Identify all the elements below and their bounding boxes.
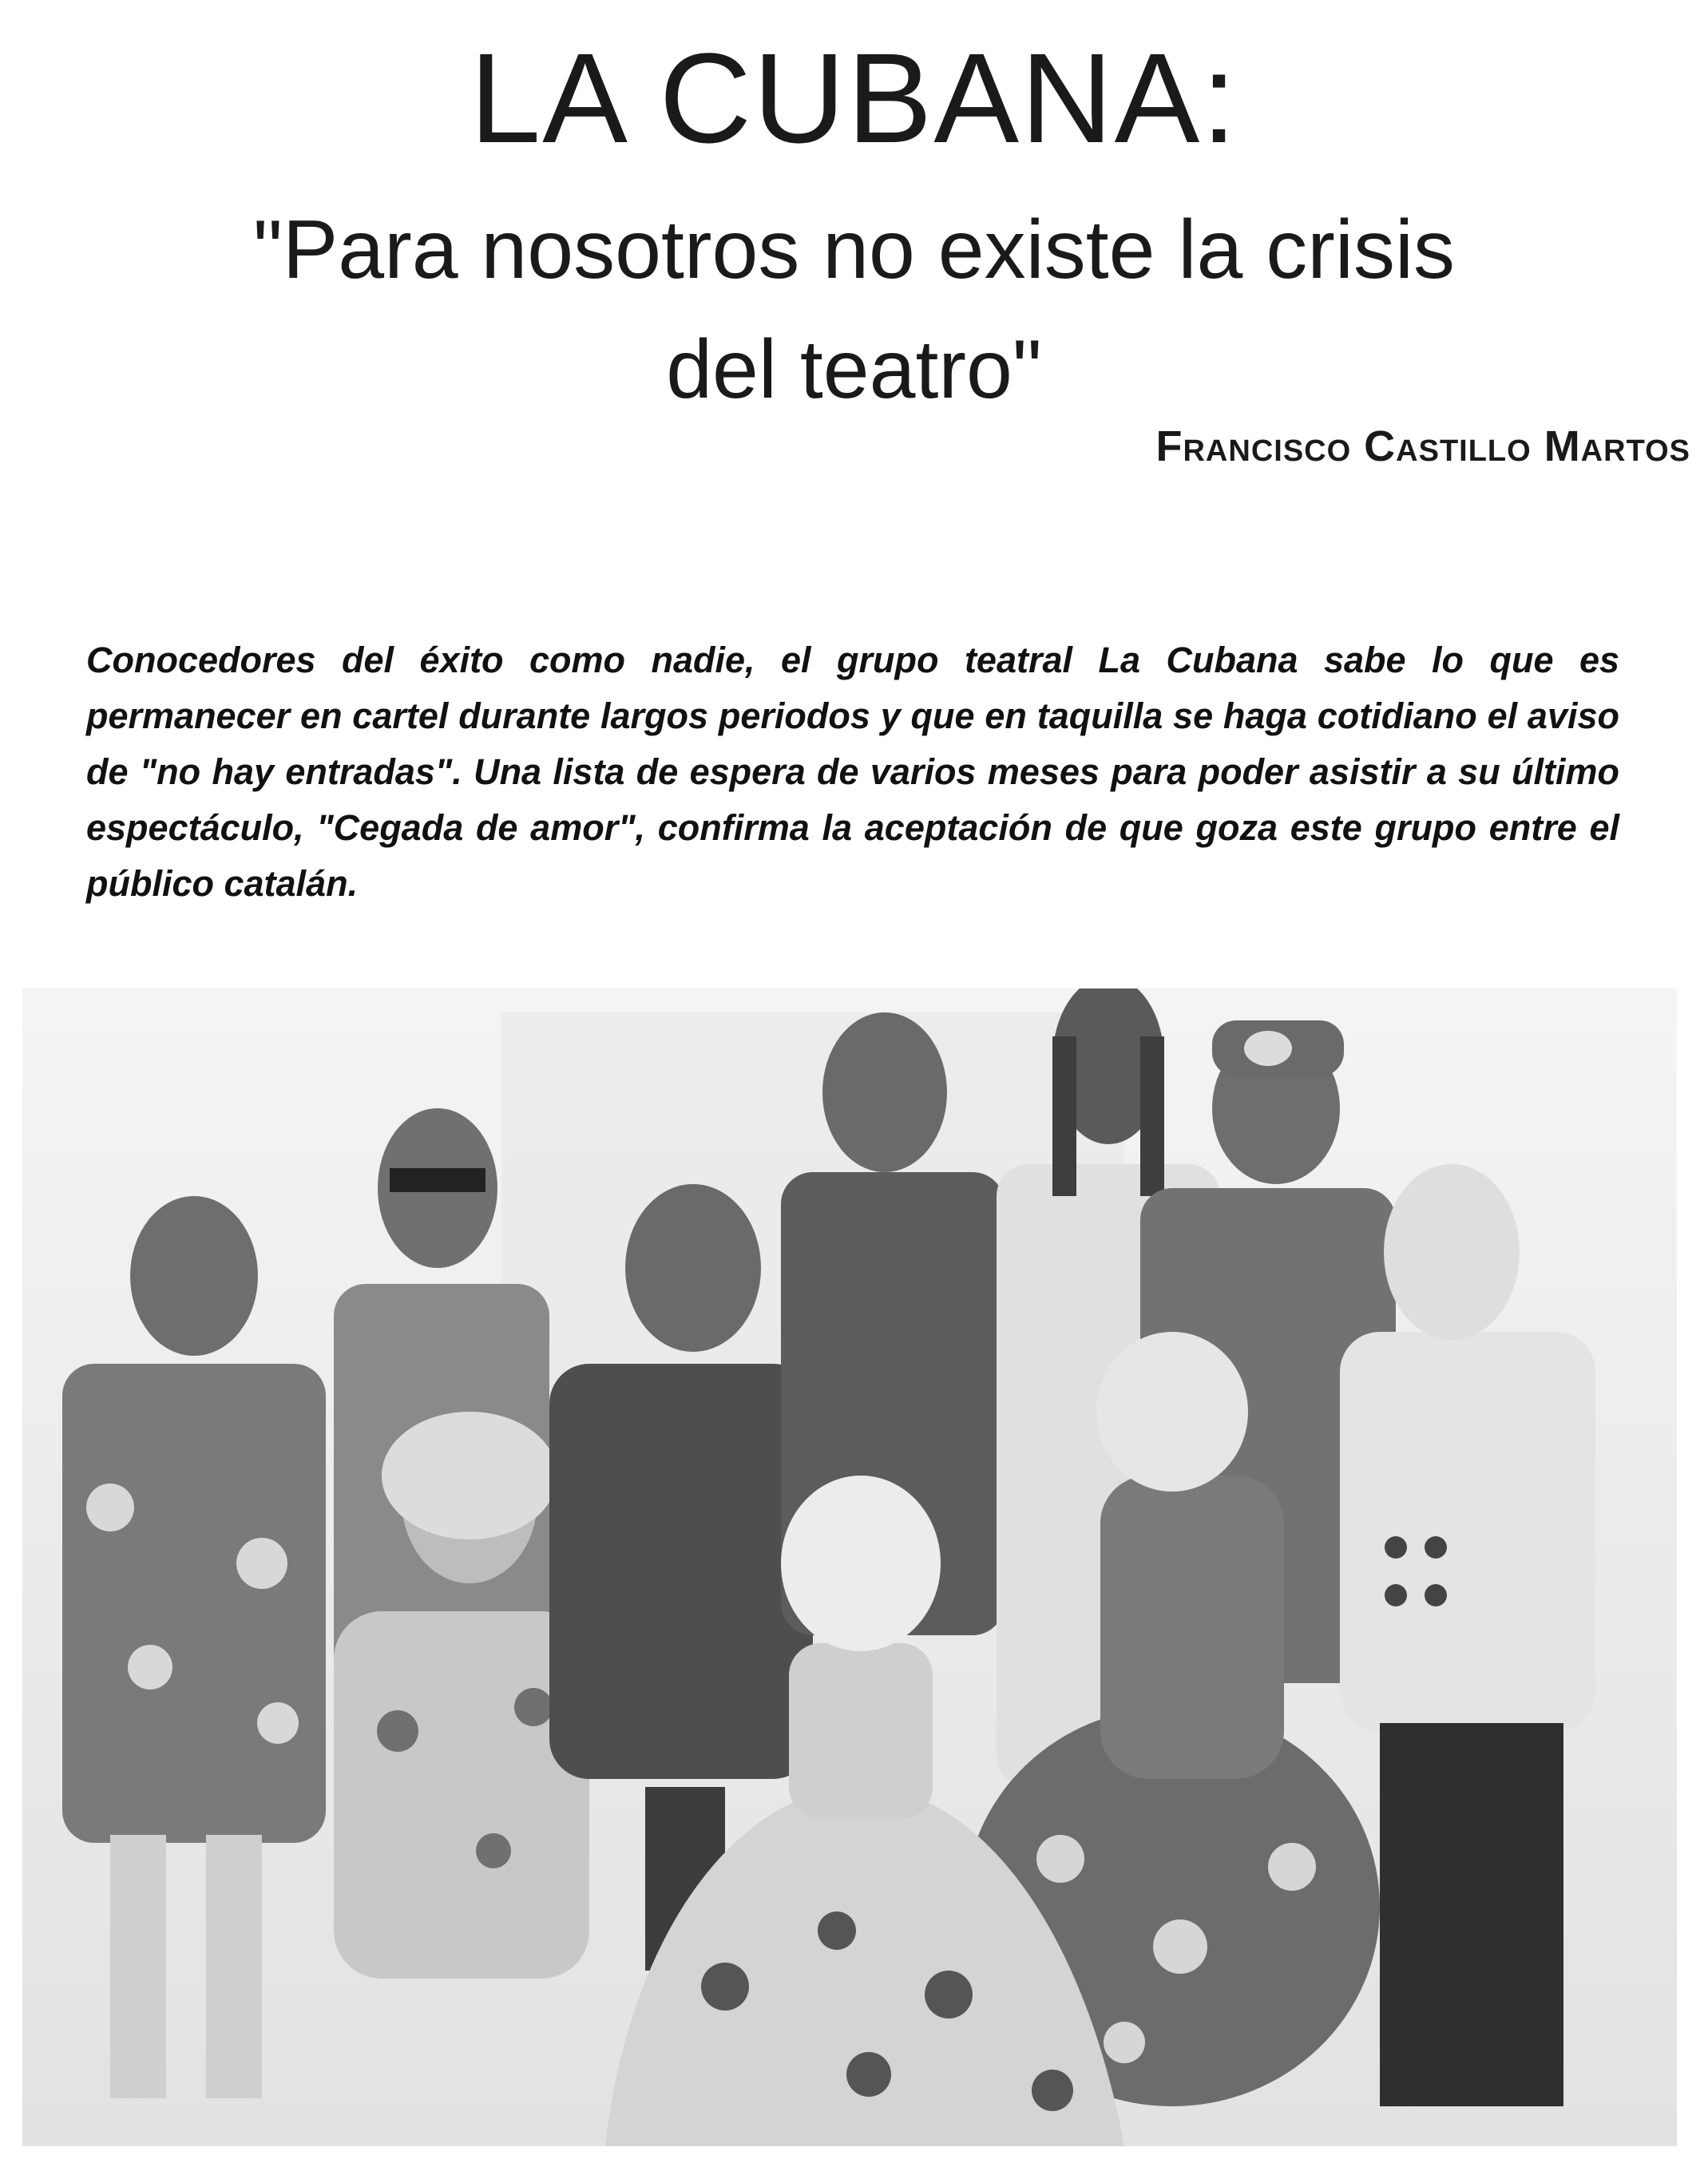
article-title: LA CUBANA: xyxy=(470,26,1238,169)
article-subtitle xyxy=(0,190,1708,430)
group-photo xyxy=(22,988,1677,2146)
subtitle-line-1: "Para nosotros no existe la crisis xyxy=(252,204,1456,296)
group-photo-illustration xyxy=(22,988,1677,2146)
subtitle-line-2: del teatro" xyxy=(666,323,1042,416)
article-author: Francisco Castillo Martos xyxy=(1155,422,1690,470)
article-lead: Conocedores del éxito como nadie, el grupo teatral La Cubana sabe lo que es permanecer en cartel durante largos periodos y que en taquilla se haga cotidiano el aviso de "no hay entradas". Una lista de espera de varios meses para poder asistir a su último espectáculo, "Cegada de amor", confirma la aceptación de que goza este grupo entre el público catalán. xyxy=(86,640,1619,904)
